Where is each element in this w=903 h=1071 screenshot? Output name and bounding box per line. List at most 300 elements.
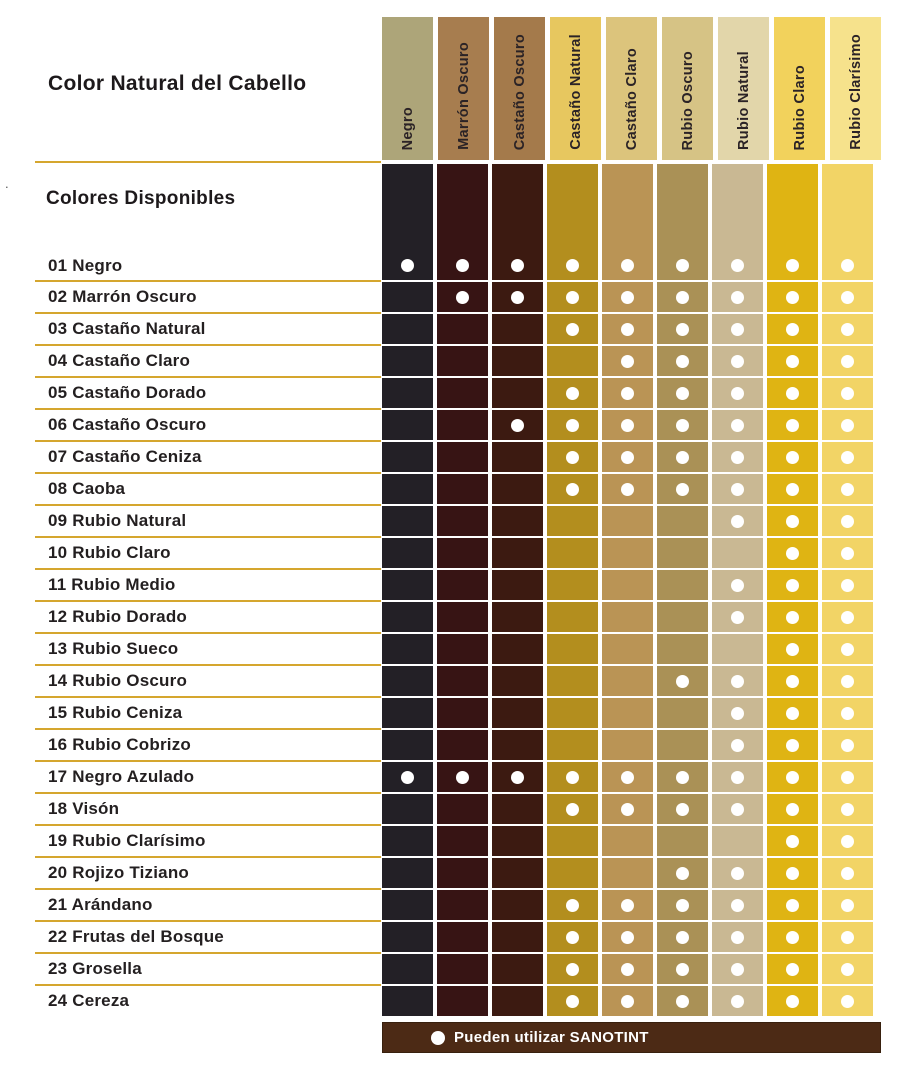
dot-icon bbox=[566, 259, 579, 272]
matrix-cell bbox=[602, 570, 653, 600]
table-row bbox=[0, 826, 903, 856]
matrix-cell bbox=[822, 164, 873, 280]
matrix-cell bbox=[767, 698, 818, 728]
dot-icon bbox=[841, 675, 854, 688]
dot-icon bbox=[731, 451, 744, 464]
dot-icon bbox=[731, 771, 744, 784]
matrix-cell bbox=[767, 282, 818, 312]
matrix-cell bbox=[547, 538, 598, 568]
dot-icon bbox=[841, 515, 854, 528]
matrix-cell bbox=[602, 282, 653, 312]
dot-icon bbox=[566, 995, 579, 1008]
matrix-cell bbox=[657, 826, 708, 856]
row-label bbox=[0, 282, 378, 312]
table-row bbox=[0, 314, 903, 344]
row-label-text: 24 Cereza bbox=[48, 991, 130, 1010]
table-row bbox=[0, 442, 903, 472]
matrix-cell bbox=[767, 922, 818, 952]
matrix-cell bbox=[822, 890, 873, 920]
dot-icon bbox=[786, 899, 799, 912]
dot-icon bbox=[401, 259, 414, 272]
dot-icon bbox=[786, 771, 799, 784]
matrix-cell bbox=[822, 986, 873, 1016]
matrix-cell bbox=[437, 506, 488, 536]
dot-icon bbox=[731, 259, 744, 272]
dot-icon bbox=[841, 867, 854, 880]
matrix-cell bbox=[492, 410, 543, 440]
dot-icon bbox=[621, 259, 634, 272]
matrix-cell bbox=[767, 378, 818, 408]
matrix-cell bbox=[382, 890, 433, 920]
matrix-cell bbox=[382, 826, 433, 856]
column-header bbox=[774, 17, 825, 160]
row-label bbox=[0, 314, 378, 344]
dot-icon bbox=[676, 323, 689, 336]
matrix-cell bbox=[767, 826, 818, 856]
column-header-label: Rubio Claro bbox=[791, 64, 808, 150]
legend-label: Pueden utilizar SANOTINT bbox=[454, 1029, 649, 1046]
column-header-label: Rubio Natural bbox=[735, 51, 752, 150]
table-row bbox=[0, 890, 903, 920]
column-header-label: Rubio Oscuro bbox=[679, 50, 696, 150]
dot-icon bbox=[621, 387, 634, 400]
matrix-cell bbox=[492, 698, 543, 728]
dot-icon bbox=[731, 579, 744, 592]
matrix-cell bbox=[547, 378, 598, 408]
matrix-cell bbox=[767, 314, 818, 344]
row-label bbox=[0, 378, 378, 408]
matrix-cell bbox=[382, 922, 433, 952]
dot-icon bbox=[676, 867, 689, 880]
matrix-cell bbox=[492, 538, 543, 568]
dot-icon bbox=[621, 291, 634, 304]
row-label-text: 15 Rubio Ceniza bbox=[48, 703, 183, 722]
column-header bbox=[830, 17, 881, 160]
matrix-cell bbox=[547, 986, 598, 1016]
dot-icon bbox=[786, 483, 799, 496]
matrix-cell bbox=[822, 634, 873, 664]
matrix-cell bbox=[602, 538, 653, 568]
row-label bbox=[0, 794, 378, 824]
matrix-cell bbox=[492, 986, 543, 1016]
matrix-cell bbox=[657, 570, 708, 600]
dot-icon bbox=[566, 963, 579, 976]
matrix-cell bbox=[547, 954, 598, 984]
matrix-cell bbox=[712, 858, 763, 888]
matrix-cell bbox=[547, 506, 598, 536]
dot-icon bbox=[511, 259, 524, 272]
dot-icon bbox=[786, 323, 799, 336]
dot-icon bbox=[786, 579, 799, 592]
matrix-cell bbox=[547, 634, 598, 664]
matrix-cell bbox=[437, 762, 488, 792]
matrix-cell bbox=[657, 378, 708, 408]
matrix-cell bbox=[547, 666, 598, 696]
matrix-cell bbox=[657, 954, 708, 984]
row-label-text: 04 Castaño Claro bbox=[48, 351, 191, 370]
row-label bbox=[0, 954, 378, 984]
matrix-cell bbox=[767, 730, 818, 760]
dot-icon bbox=[731, 291, 744, 304]
dot-icon bbox=[786, 419, 799, 432]
matrix-cell bbox=[437, 602, 488, 632]
column-header bbox=[382, 17, 433, 160]
row-label-text: 01 Negro bbox=[48, 256, 123, 275]
dot-icon bbox=[676, 259, 689, 272]
row-label bbox=[0, 506, 378, 536]
row-label bbox=[0, 858, 378, 888]
matrix-cell bbox=[712, 282, 763, 312]
matrix-cell bbox=[822, 794, 873, 824]
dot-icon bbox=[731, 483, 744, 496]
dot-icon bbox=[676, 451, 689, 464]
table-row bbox=[0, 922, 903, 952]
matrix-cell bbox=[547, 474, 598, 504]
matrix-cell bbox=[602, 986, 653, 1016]
matrix-cell bbox=[822, 506, 873, 536]
matrix-cell bbox=[492, 314, 543, 344]
dot-icon bbox=[566, 387, 579, 400]
matrix-cell bbox=[657, 634, 708, 664]
table-row bbox=[0, 164, 903, 280]
column-headers bbox=[382, 17, 881, 160]
column-header bbox=[718, 17, 769, 160]
row-label-text: 20 Rojizo Tiziano bbox=[48, 863, 189, 882]
matrix-cell bbox=[382, 570, 433, 600]
row-label bbox=[0, 666, 378, 696]
dot-icon bbox=[676, 803, 689, 816]
dot-icon bbox=[731, 675, 744, 688]
dot-icon bbox=[731, 867, 744, 880]
matrix-cell bbox=[712, 762, 763, 792]
matrix-cell bbox=[492, 634, 543, 664]
matrix-cell bbox=[657, 890, 708, 920]
matrix-cell bbox=[712, 410, 763, 440]
matrix-cell bbox=[822, 698, 873, 728]
matrix-cell bbox=[382, 858, 433, 888]
matrix-cell bbox=[712, 698, 763, 728]
dot-icon bbox=[566, 419, 579, 432]
matrix-cell bbox=[382, 410, 433, 440]
dot-icon bbox=[786, 611, 799, 624]
dot-icon bbox=[511, 291, 524, 304]
dot-icon bbox=[786, 387, 799, 400]
column-header bbox=[438, 17, 489, 160]
dot-icon bbox=[621, 451, 634, 464]
table-row bbox=[0, 346, 903, 376]
legend-bar bbox=[382, 1022, 881, 1053]
dot-icon bbox=[731, 515, 744, 528]
matrix-cell bbox=[492, 602, 543, 632]
row-label-text: 02 Marrón Oscuro bbox=[48, 287, 197, 306]
available-colors-heading: Colores Disponibles bbox=[46, 188, 236, 209]
matrix-cell bbox=[712, 730, 763, 760]
matrix-cell bbox=[767, 570, 818, 600]
matrix-cell bbox=[657, 164, 708, 280]
matrix-cell bbox=[712, 538, 763, 568]
dot-icon bbox=[566, 483, 579, 496]
matrix-cell bbox=[657, 282, 708, 312]
row-label-text: 13 Rubio Sueco bbox=[48, 639, 179, 658]
matrix-cell bbox=[547, 164, 598, 280]
matrix-cell bbox=[657, 538, 708, 568]
dot-icon bbox=[841, 579, 854, 592]
matrix-cell bbox=[822, 346, 873, 376]
matrix-cell bbox=[602, 794, 653, 824]
row-label-text: 22 Frutas del Bosque bbox=[48, 927, 224, 946]
column-header-label: Castaño Natural bbox=[567, 34, 584, 150]
matrix-cell bbox=[822, 474, 873, 504]
matrix-cell bbox=[382, 634, 433, 664]
row-label-text: 05 Castaño Dorado bbox=[48, 383, 207, 402]
matrix-cell bbox=[657, 314, 708, 344]
dot-icon bbox=[621, 931, 634, 944]
stray-mark: . bbox=[5, 176, 9, 191]
matrix-cell bbox=[657, 986, 708, 1016]
page-title: Color Natural del Cabello bbox=[48, 72, 307, 95]
dot-icon bbox=[621, 803, 634, 816]
matrix-cell bbox=[657, 730, 708, 760]
dot-icon bbox=[786, 259, 799, 272]
matrix-cell bbox=[712, 314, 763, 344]
dot-icon bbox=[456, 291, 469, 304]
matrix-cell bbox=[547, 410, 598, 440]
table-row bbox=[0, 474, 903, 504]
dot-icon bbox=[731, 803, 744, 816]
dot-icon bbox=[566, 323, 579, 336]
table-row bbox=[0, 410, 903, 440]
dot-icon bbox=[786, 547, 799, 560]
matrix-cell bbox=[767, 634, 818, 664]
matrix-cell bbox=[547, 794, 598, 824]
dot-icon bbox=[621, 419, 634, 432]
matrix-cell bbox=[437, 164, 488, 280]
table-row bbox=[0, 730, 903, 760]
matrix-cell bbox=[822, 954, 873, 984]
dot-icon bbox=[841, 611, 854, 624]
matrix-cell bbox=[657, 858, 708, 888]
matrix-cell bbox=[382, 442, 433, 472]
matrix-cell bbox=[437, 922, 488, 952]
matrix-cell bbox=[437, 282, 488, 312]
matrix-cell bbox=[602, 164, 653, 280]
matrix-cell bbox=[382, 314, 433, 344]
matrix-cell bbox=[492, 378, 543, 408]
row-label bbox=[0, 762, 378, 792]
table-row bbox=[0, 538, 903, 568]
matrix-cell bbox=[547, 442, 598, 472]
row-label bbox=[0, 164, 378, 280]
matrix-cell bbox=[657, 346, 708, 376]
matrix-cell bbox=[437, 378, 488, 408]
matrix-cell bbox=[492, 890, 543, 920]
table-row bbox=[0, 378, 903, 408]
dot-icon bbox=[786, 739, 799, 752]
matrix-cell bbox=[492, 762, 543, 792]
matrix-cell bbox=[492, 346, 543, 376]
matrix-cell bbox=[822, 730, 873, 760]
matrix-cell bbox=[547, 890, 598, 920]
matrix-cell bbox=[767, 602, 818, 632]
dot-icon bbox=[841, 291, 854, 304]
table-row bbox=[0, 986, 903, 1016]
dot-icon bbox=[841, 803, 854, 816]
matrix-cell bbox=[437, 538, 488, 568]
dot-icon bbox=[456, 259, 469, 272]
dot-icon bbox=[841, 323, 854, 336]
dot-icon bbox=[786, 707, 799, 720]
row-label bbox=[0, 442, 378, 472]
matrix-cell bbox=[822, 762, 873, 792]
matrix-cell bbox=[547, 314, 598, 344]
row-label-text: 23 Grosella bbox=[48, 959, 142, 978]
matrix-cell bbox=[767, 986, 818, 1016]
matrix-cell bbox=[602, 666, 653, 696]
matrix-cell bbox=[712, 794, 763, 824]
matrix-cell bbox=[602, 698, 653, 728]
matrix-cell bbox=[767, 506, 818, 536]
matrix-cell bbox=[602, 474, 653, 504]
matrix-cell bbox=[822, 826, 873, 856]
row-label bbox=[0, 474, 378, 504]
column-header-label: Marrón Oscuro bbox=[455, 42, 472, 150]
dot-icon bbox=[841, 771, 854, 784]
dot-icon bbox=[786, 675, 799, 688]
dot-icon bbox=[676, 963, 689, 976]
matrix-cell bbox=[602, 890, 653, 920]
matrix-cell bbox=[382, 474, 433, 504]
matrix-cell bbox=[547, 858, 598, 888]
dot-icon bbox=[786, 803, 799, 816]
column-header-label: Castaño Claro bbox=[623, 47, 640, 150]
matrix-cell bbox=[657, 762, 708, 792]
matrix-cell bbox=[602, 378, 653, 408]
column-header-label: Negro bbox=[399, 106, 416, 150]
dot-icon bbox=[676, 899, 689, 912]
matrix-cell bbox=[767, 858, 818, 888]
matrix-cell bbox=[437, 346, 488, 376]
row-label bbox=[0, 730, 378, 760]
matrix-cell bbox=[767, 890, 818, 920]
dot-icon bbox=[841, 355, 854, 368]
column-header-label: Castaño Oscuro bbox=[511, 33, 528, 150]
dot-icon bbox=[456, 771, 469, 784]
matrix-cell bbox=[492, 954, 543, 984]
dot-icon bbox=[676, 931, 689, 944]
matrix-cell bbox=[492, 794, 543, 824]
dot-icon bbox=[841, 739, 854, 752]
row-label bbox=[0, 922, 378, 952]
table-row bbox=[0, 762, 903, 792]
matrix-cell bbox=[437, 986, 488, 1016]
matrix-cell bbox=[657, 698, 708, 728]
matrix-cell bbox=[547, 730, 598, 760]
dot-icon bbox=[511, 771, 524, 784]
row-label bbox=[0, 538, 378, 568]
dot-icon bbox=[566, 899, 579, 912]
matrix-cell bbox=[547, 282, 598, 312]
row-label bbox=[0, 570, 378, 600]
matrix-cell bbox=[822, 570, 873, 600]
matrix-cell bbox=[657, 666, 708, 696]
matrix-cell bbox=[767, 410, 818, 440]
matrix-cell bbox=[767, 666, 818, 696]
matrix-cell bbox=[382, 986, 433, 1016]
matrix-cell bbox=[602, 858, 653, 888]
legend-dot-icon bbox=[431, 1031, 445, 1045]
row-label-text: 11 Rubio Medio bbox=[48, 575, 176, 594]
dot-icon bbox=[566, 931, 579, 944]
dot-icon bbox=[566, 291, 579, 304]
matrix-cell bbox=[492, 506, 543, 536]
matrix-cell bbox=[437, 474, 488, 504]
row-label bbox=[0, 826, 378, 856]
matrix-cell bbox=[712, 634, 763, 664]
dot-icon bbox=[676, 387, 689, 400]
dot-icon bbox=[731, 963, 744, 976]
dot-icon bbox=[621, 483, 634, 496]
dot-icon bbox=[621, 323, 634, 336]
matrix-cell bbox=[657, 410, 708, 440]
matrix-cell bbox=[492, 666, 543, 696]
dot-icon bbox=[676, 355, 689, 368]
table-row bbox=[0, 602, 903, 632]
dot-icon bbox=[566, 803, 579, 816]
matrix-cell bbox=[382, 538, 433, 568]
dot-icon bbox=[566, 451, 579, 464]
matrix-cell bbox=[492, 826, 543, 856]
matrix-cell bbox=[437, 634, 488, 664]
matrix-cell bbox=[437, 666, 488, 696]
matrix-cell bbox=[822, 538, 873, 568]
dot-icon bbox=[676, 291, 689, 304]
matrix-cell bbox=[382, 164, 433, 280]
matrix-cell bbox=[822, 378, 873, 408]
matrix-cell bbox=[382, 602, 433, 632]
matrix-cell bbox=[767, 538, 818, 568]
matrix-cell bbox=[547, 602, 598, 632]
dot-icon bbox=[786, 835, 799, 848]
row-label bbox=[0, 410, 378, 440]
matrix-cell bbox=[382, 506, 433, 536]
dot-icon bbox=[731, 931, 744, 944]
dot-icon bbox=[841, 419, 854, 432]
matrix-cell bbox=[822, 858, 873, 888]
matrix-cell bbox=[382, 762, 433, 792]
matrix-cell bbox=[602, 314, 653, 344]
dot-icon bbox=[786, 643, 799, 656]
dot-icon bbox=[676, 771, 689, 784]
dot-icon bbox=[786, 355, 799, 368]
dot-icon bbox=[731, 611, 744, 624]
dot-icon bbox=[676, 675, 689, 688]
matrix-cell bbox=[437, 826, 488, 856]
matrix-cell bbox=[822, 922, 873, 952]
dot-icon bbox=[621, 771, 634, 784]
matrix-cell bbox=[602, 634, 653, 664]
column-header bbox=[662, 17, 713, 160]
matrix-cell bbox=[602, 954, 653, 984]
column-header-label: Rubio Clarísimo bbox=[847, 34, 864, 150]
dot-icon bbox=[621, 355, 634, 368]
dot-icon bbox=[841, 387, 854, 400]
table-row bbox=[0, 282, 903, 312]
matrix-cell bbox=[382, 954, 433, 984]
matrix-cell bbox=[602, 346, 653, 376]
matrix-cell bbox=[492, 922, 543, 952]
dot-icon bbox=[786, 963, 799, 976]
compatibility-matrix bbox=[0, 164, 903, 1016]
